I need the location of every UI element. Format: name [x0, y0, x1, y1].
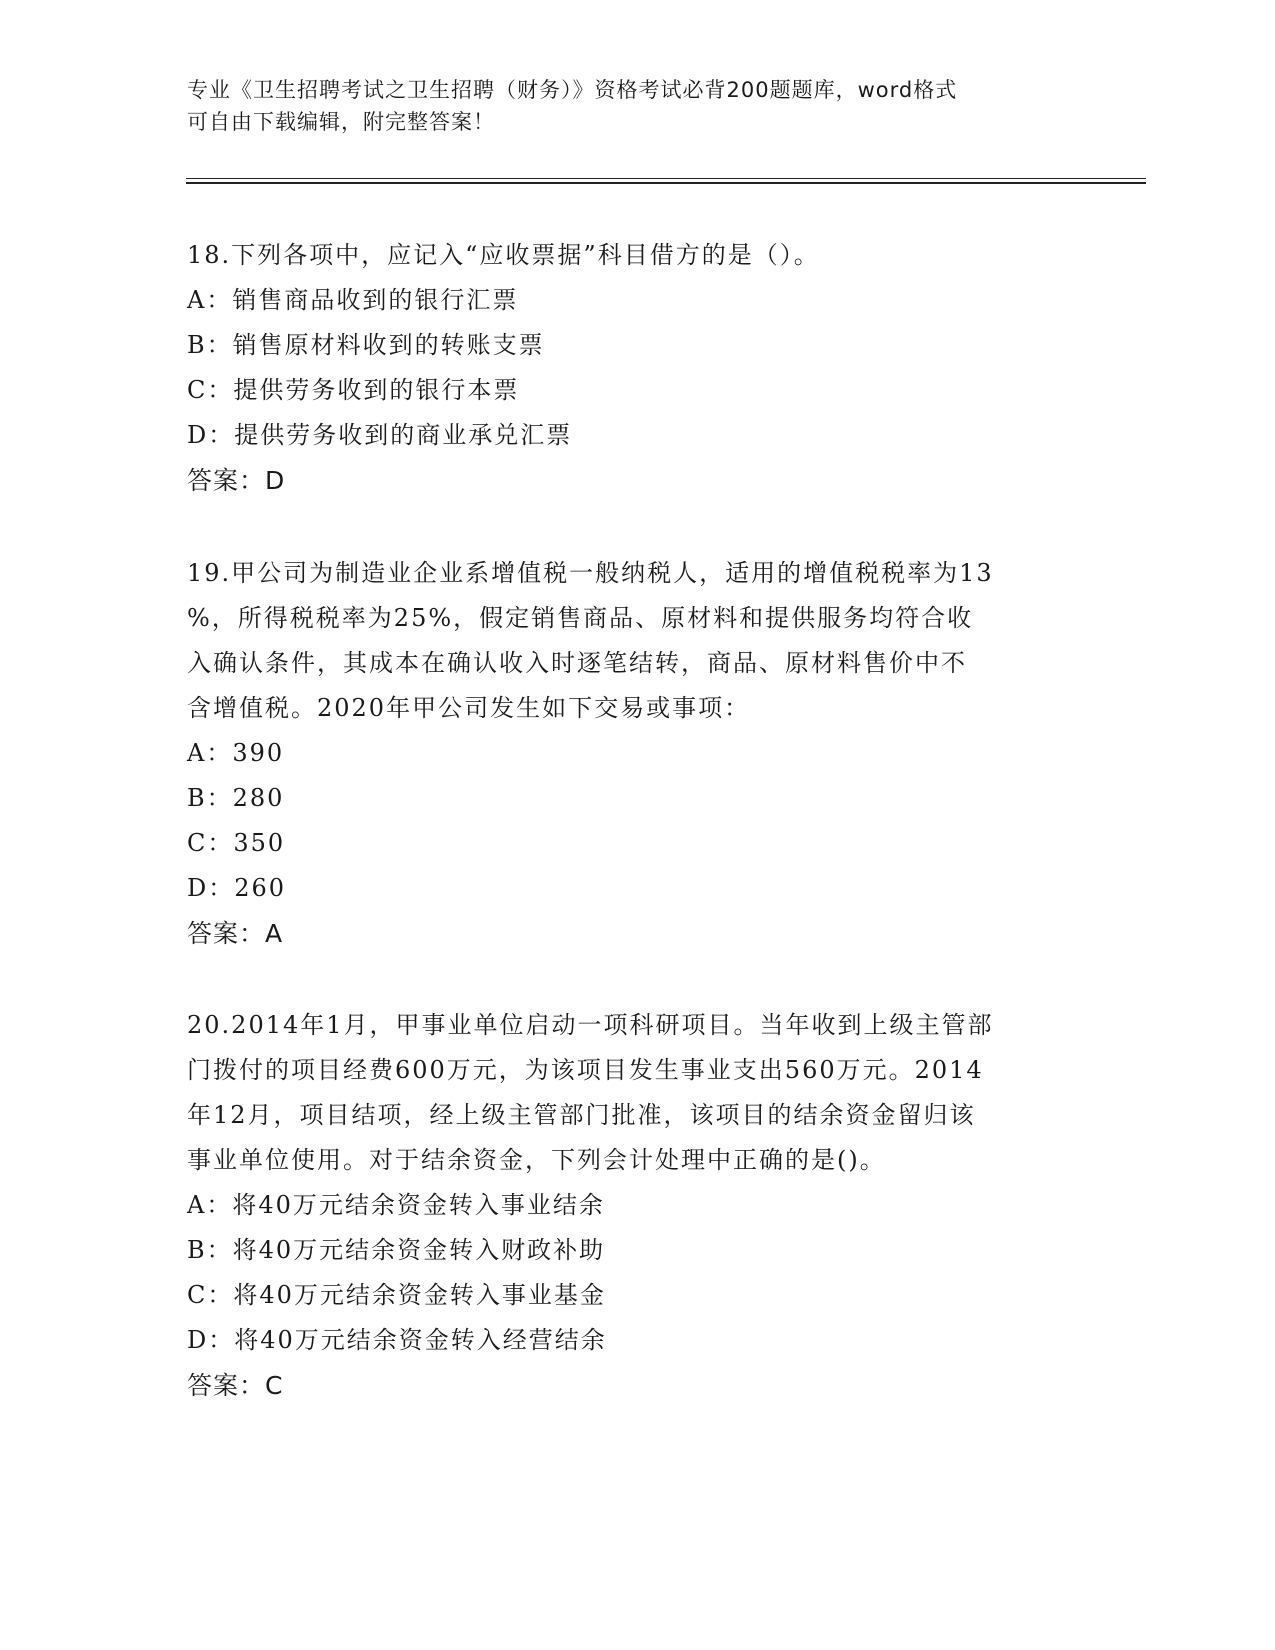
option-d: D：260 [187, 874, 287, 902]
option-b: B：280 [187, 784, 285, 812]
answer-line: 答案：D [187, 466, 286, 495]
option-a: A：390 [187, 739, 285, 767]
answer-line: 答案：A [187, 919, 284, 948]
header-divider [186, 178, 1146, 179]
stem-line: 含增值税。2020年甲公司发生如下交易或事项： [187, 694, 751, 722]
question-stem [187, 233, 1087, 278]
option-a: A：销售商品收到的银行汇票 [187, 286, 519, 314]
option-b: B：销售原材料收到的转账支票 [187, 331, 545, 359]
question-stem [187, 551, 1087, 731]
question-20 [187, 1003, 1087, 1408]
document-header [187, 74, 1087, 138]
question-19 [187, 551, 1087, 956]
stem-line: 门拨付的项目经费600万元，为该项目发生事业支出560万元。2014 [187, 1056, 984, 1084]
answer-line: 答案：C [187, 1371, 284, 1400]
option-b: B：将40万元结余资金转入财政补助 [187, 1236, 606, 1264]
option-c: C：提供劳务收到的银行本票 [187, 376, 520, 404]
question-stem [187, 1003, 1087, 1183]
stem-line: %，所得税税率为25%，假定销售商品、原材料和提供服务均符合收 [187, 604, 974, 632]
option-c: C：350 [187, 829, 286, 857]
header-divider [186, 182, 1146, 184]
header-line: 专业《卫生招聘考试之卫生招聘（财务）》资格考试必背200题题库，word格式 [187, 78, 958, 102]
stem-line: 入确认条件，其成本在确认收入时逐笔结转，商品、原材料售价中不 [187, 649, 967, 677]
stem-line: 18.下列各项中，应记入“应收票据”科目借方的是（）。 [187, 241, 820, 269]
option-d: D：将40万元结余资金转入经营结余 [187, 1326, 607, 1354]
stem-line: 事业单位使用。对于结余资金，下列会计处理中正确的是()。 [187, 1146, 886, 1174]
question-18 [187, 233, 1087, 503]
option-a: A：将40万元结余资金转入事业结余 [187, 1191, 605, 1219]
stem-line: 年12月，项目结项，经上级主管部门批准，该项目的结余资金留归该 [187, 1101, 976, 1129]
option-d: D：提供劳务收到的商业承兑汇票 [187, 421, 573, 449]
header-line: 可自由下载编辑，附完整答案！ [187, 110, 495, 134]
stem-line: 19.甲公司为制造业企业系增值税一般纳税人，适用的增值税税率为13 [187, 559, 994, 587]
option-c: C：将40万元结余资金转入事业基金 [187, 1281, 606, 1309]
stem-line: 20.2014年1月，甲事业单位启动一项科研项目。当年收到上级主管部 [187, 1011, 994, 1039]
